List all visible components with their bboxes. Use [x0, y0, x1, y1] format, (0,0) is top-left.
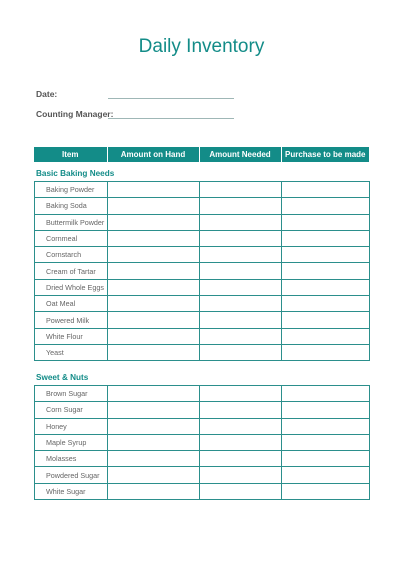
- counting-manager-label: Counting Manager:: [36, 109, 114, 119]
- amount-needed-cell[interactable]: [200, 230, 282, 246]
- amount-on-hand-cell[interactable]: [108, 198, 200, 214]
- item-name-cell: White Sugar: [35, 483, 108, 499]
- amount-on-hand-cell[interactable]: [108, 182, 200, 198]
- amount-needed-cell[interactable]: [200, 247, 282, 263]
- amount-needed-cell[interactable]: [200, 328, 282, 344]
- item-name-cell: Powered Milk: [35, 312, 108, 328]
- amount-needed-cell[interactable]: [200, 386, 282, 402]
- amount-needed-cell[interactable]: [200, 344, 282, 360]
- table-row: [35, 434, 370, 450]
- amount-on-hand-cell[interactable]: [108, 230, 200, 246]
- amount-on-hand-cell[interactable]: [108, 312, 200, 328]
- table-row: [35, 182, 370, 198]
- amount-needed-cell[interactable]: [200, 296, 282, 312]
- amount-needed-cell[interactable]: [200, 279, 282, 295]
- purchase-cell[interactable]: [282, 451, 370, 467]
- basic-baking-needs-table: [34, 181, 370, 361]
- table-row: [35, 483, 370, 499]
- column-header-amount-on-hand: Amount on Hand: [107, 147, 199, 162]
- purchase-cell[interactable]: [282, 418, 370, 434]
- page-title: Daily Inventory: [138, 36, 265, 57]
- item-name-cell: Cornstarch: [35, 247, 108, 263]
- column-header-purchase: Purchase to be made: [281, 147, 369, 162]
- table-row: [35, 247, 370, 263]
- purchase-cell[interactable]: [282, 483, 370, 499]
- purchase-cell[interactable]: [282, 344, 370, 360]
- item-name-cell: Brown Sugar: [35, 386, 108, 402]
- item-name-cell: Cream of Tartar: [35, 263, 108, 279]
- amount-on-hand-cell[interactable]: [108, 263, 200, 279]
- amount-on-hand-cell[interactable]: [108, 279, 200, 295]
- amount-needed-cell[interactable]: [200, 483, 282, 499]
- table-row: [35, 467, 370, 483]
- table-row: [35, 312, 370, 328]
- table-row: [35, 451, 370, 467]
- item-name-cell: Cornmeal: [35, 230, 108, 246]
- purchase-cell[interactable]: [282, 328, 370, 344]
- table-row: [35, 344, 370, 360]
- counting-manager-field[interactable]: [108, 118, 234, 119]
- sweet-nuts-table: [34, 385, 370, 500]
- item-name-cell: Buttermilk Powder: [35, 214, 108, 230]
- amount-on-hand-cell[interactable]: [108, 467, 200, 483]
- item-name-cell: Honey: [35, 418, 108, 434]
- purchase-cell[interactable]: [282, 386, 370, 402]
- amount-needed-cell[interactable]: [200, 402, 282, 418]
- amount-on-hand-cell[interactable]: [108, 296, 200, 312]
- item-name-cell: Baking Soda: [35, 198, 108, 214]
- table-row: [35, 263, 370, 279]
- item-name-cell: Oat Meal: [35, 296, 108, 312]
- item-name-cell: Powdered Sugar: [35, 467, 108, 483]
- amount-needed-cell[interactable]: [200, 467, 282, 483]
- column-header-item: Item: [34, 147, 107, 162]
- amount-needed-cell[interactable]: [200, 198, 282, 214]
- item-name-cell: Yeast: [35, 344, 108, 360]
- purchase-cell[interactable]: [282, 296, 370, 312]
- purchase-cell[interactable]: [282, 230, 370, 246]
- item-name-cell: Baking Powder: [35, 182, 108, 198]
- table-header-row: [34, 147, 369, 162]
- table-row: [35, 230, 370, 246]
- purchase-cell[interactable]: [282, 467, 370, 483]
- item-name-cell: White Flour: [35, 328, 108, 344]
- item-name-cell: Molasses: [35, 451, 108, 467]
- amount-on-hand-cell[interactable]: [108, 386, 200, 402]
- date-field[interactable]: [108, 98, 234, 99]
- purchase-cell[interactable]: [282, 214, 370, 230]
- column-header-amount-needed: Amount Needed: [199, 147, 281, 162]
- amount-needed-cell[interactable]: [200, 434, 282, 450]
- amount-needed-cell[interactable]: [200, 214, 282, 230]
- purchase-cell[interactable]: [282, 402, 370, 418]
- table-row: [35, 386, 370, 402]
- section-title-basic-baking-needs: Basic Baking Needs: [36, 169, 115, 178]
- table-row: [35, 328, 370, 344]
- table-row: [35, 279, 370, 295]
- purchase-cell[interactable]: [282, 263, 370, 279]
- section-title-sweet-nuts: Sweet & Nuts: [36, 373, 89, 382]
- amount-on-hand-cell[interactable]: [108, 483, 200, 499]
- amount-needed-cell[interactable]: [200, 312, 282, 328]
- inventory-header-table: [34, 147, 369, 162]
- table-row: [35, 214, 370, 230]
- item-name-cell: Dried Whole Eggs: [35, 279, 108, 295]
- amount-on-hand-cell[interactable]: [108, 434, 200, 450]
- amount-on-hand-cell[interactable]: [108, 214, 200, 230]
- amount-on-hand-cell[interactable]: [108, 328, 200, 344]
- amount-needed-cell[interactable]: [200, 182, 282, 198]
- amount-on-hand-cell[interactable]: [108, 247, 200, 263]
- table-row: [35, 296, 370, 312]
- amount-needed-cell[interactable]: [200, 451, 282, 467]
- amount-on-hand-cell[interactable]: [108, 418, 200, 434]
- item-name-cell: Corn Sugar: [35, 402, 108, 418]
- purchase-cell[interactable]: [282, 434, 370, 450]
- purchase-cell[interactable]: [282, 182, 370, 198]
- table-row: [35, 402, 370, 418]
- amount-on-hand-cell[interactable]: [108, 344, 200, 360]
- amount-on-hand-cell[interactable]: [108, 402, 200, 418]
- amount-on-hand-cell[interactable]: [108, 451, 200, 467]
- amount-needed-cell[interactable]: [200, 418, 282, 434]
- amount-needed-cell[interactable]: [200, 263, 282, 279]
- purchase-cell[interactable]: [282, 198, 370, 214]
- date-label: Date:: [36, 89, 58, 99]
- purchase-cell[interactable]: [282, 247, 370, 263]
- item-name-cell: Maple Syrup: [35, 434, 108, 450]
- purchase-cell[interactable]: [282, 312, 370, 328]
- table-row: [35, 418, 370, 434]
- purchase-cell[interactable]: [282, 279, 370, 295]
- table-row: [35, 198, 370, 214]
